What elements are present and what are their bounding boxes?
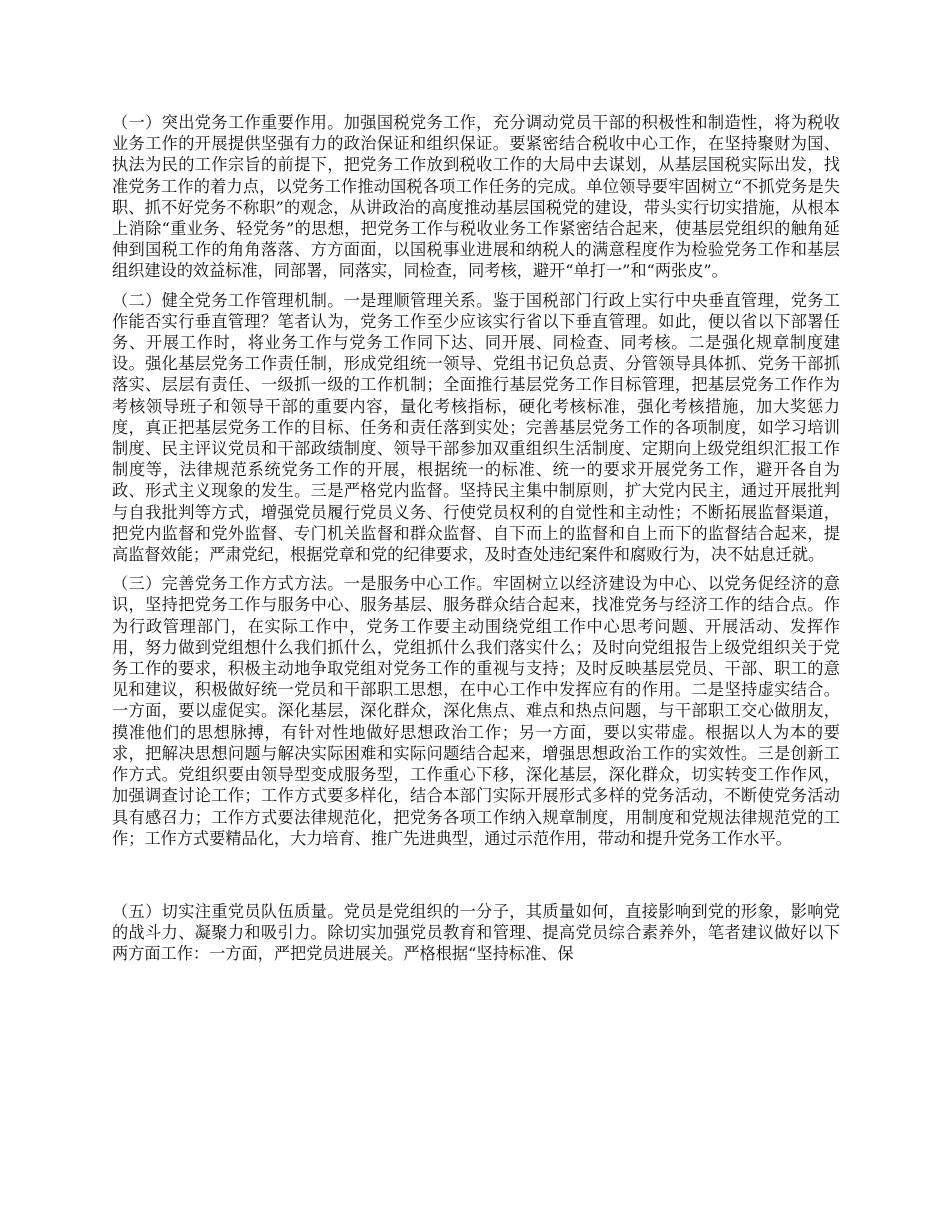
paragraph-2: （二）健全党务工作管理机制。一是理顺管理关系。鉴于国税部门行政上实行中央垂直管理，党务工作能否实行垂直管理？笔者认为，党务工作至少应该实行省以下垂直管理。如此，便以省以下部署任务、开展工作时，将业务工作与党务工作同下达、同开展、同检查、同考核。二是强化规章制度建设。强化基层党务工作责任制，形成党组统一领导、党组书记负总责、分管领导具体抓、党务干部抓落实、层层有责任、一级抓一级的工作机制；全面推行基层党务工作目标管理，把基层党务工作作为考核领导班子和领导干部的重要内容，量化考核指标，硬化考核标准，强化考核措施，加大奖惩力度，真正把基层党务工作的目标、任务和责任落到实处；完善基层党务工作的各项制度，如学习培训制度、民主评议党员和干部政绩制度、领导干部参加双重组织生活制度、定期向上级党组织汇报工作制度等，法律规范系统党务工作的开展，根据统一的标准、统一的要求开展党务工作，避开各自为政、形式主义现象的发生。三是严格党内监督。坚持民主集中制原则，扩大党内民主，通过开展批判与自我批判等方式，增强党员履行党员义务、行使党员权利的自觉性和主动性；不断拓展监督渠道，把党内监督和党外监督、专门机关监督和群众监督、自下而上的监督和自上而下的监督结合起来，提高监督效能；严肃党纪，根据党章和党的纪律要求，及时查处违纪案件和腐败行为，决不姑息迁就。 xyxy=(112,290,840,565)
document-body xyxy=(112,112,840,965)
paragraph-4: （五）切实注重党员队伍质量。党员是党组织的一分子，其质量如何，直接影响到党的形象，影响党的战斗力、凝聚力和吸引力。除切实加强党员教育和管理、提高党员综合素养外，笔者建议做好以下两方面工作：一方面，严把党员进展关。严格根据“坚持标准、保 xyxy=(112,901,840,964)
paragraph-1: （一）突出党务工作重要作用。加强国税党务工作，充分调动党员干部的积极性和制造性，将为税收业务工作的开展提供坚强有力的政治保证和组织保证。要紧密结合税收中心工作，在坚持聚财为国、执法为民的工作宗旨的前提下，把党务工作放到税收工作的大局中去谋划，从基层国税实际出发，找准党务工作的着力点，以党务工作推动国税各项工作任务的完成。单位领导要牢固树立“不抓党务是失职、抓不好党务不称职”的观念，从讲政治的高度推动基层国税党的建设，带头实行切实措施，从根本上消除“重业务、轻党务”的思想，把党务工作与税收业务工作紧密结合起来，使基层党组织的触角延伸到国税工作的角角落落、方方面面，以国税事业进展和纳税人的满意程度作为检验党务工作和基层组织建设的效益标准，同部署，同落实，同检查，同考核，避开“单打一”和“两张皮”。 xyxy=(112,113,840,281)
paragraph-3: （三）完善党务工作方式方法。一是服务中心工作。牢固树立以经济建设为中心、以党务促经济的意识，坚持把党务工作与服务中心、服务基层、服务群众结合起来，找准党务与经济工作的结合点。作为行政管理部门，在实际工作中，党务工作要主动围绕党组工作中心思考问题、开展活动、发挥作用，努力做到党组想什么我们抓什么，党组抓什么我们落实什么；及时向党组报告上级党组织关于党务工作的要求，积极主动地争取党组对党务工作的重视与支持；及时反映基层党员、干部、职工的意见和建议，积极做好统一党员和干部职工思想，在中心工作中发挥应有的作用。二是坚持虚实结合。一方面，要以虚促实。深化基层，深化群众，深化焦点、难点和热点问题，与干部职工交心做朋友，摸准他们的思想脉搏，有针对性地做好思想政治工作；另一方面，要以实带虚。根据以人为本的要求，把解决思想问题与解决实际困难和实际问题结合起来，增强思想政治工作的实效性。三是创新工作方式。党组织要由领导型变成服务型，工作重心下移，深化基层，深化群众，切实转变工作作风，加强调查讨论工作；工作方式要多样化，结合本部门实际开展形式多样的党务活动，不断使党务活动具有感召力；工作方式要法律规范化，把党务各项工作纳入规章制度，用制度和党规法律规范党的工作；工作方式要精品化，大力培育、推广先进典型，通过示范作用，带动和提升党务工作水平。 xyxy=(112,574,840,848)
